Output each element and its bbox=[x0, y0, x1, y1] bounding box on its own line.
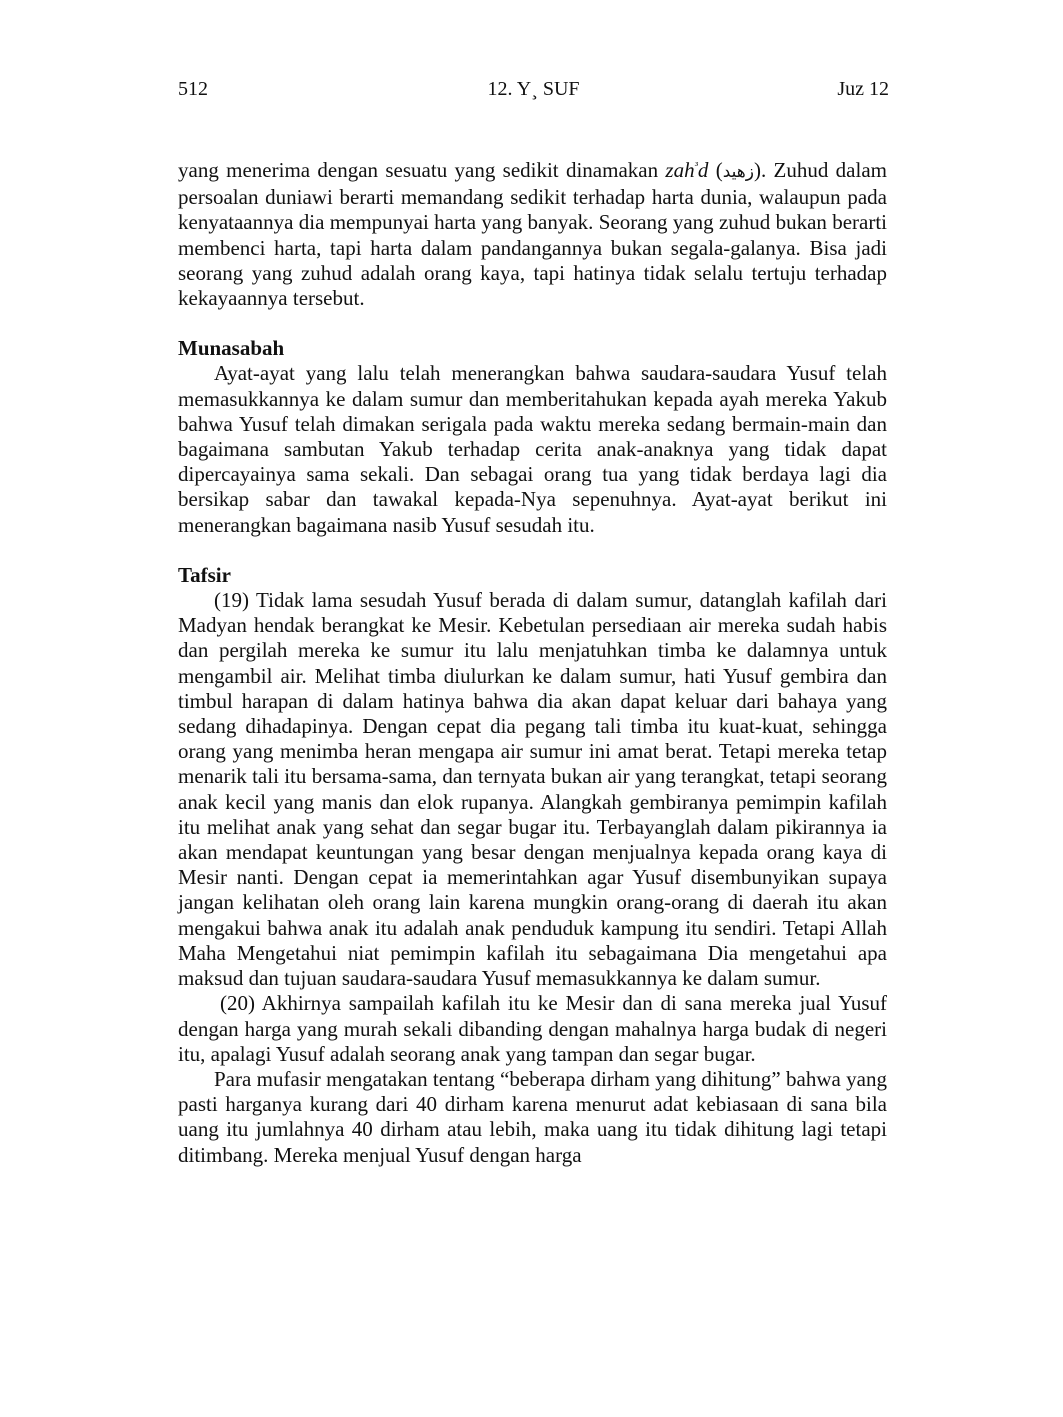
intro-paragraph bbox=[178, 158, 887, 311]
juz-label: Juz 12 bbox=[837, 78, 889, 100]
page-header bbox=[178, 76, 889, 102]
page-number: 512 bbox=[178, 78, 208, 100]
intro-text-before: yang menerima dengan sesuatu yang sedikit dinamakan bbox=[178, 158, 666, 182]
open-paren: ( bbox=[708, 158, 723, 182]
intro-text-after: ). Zuhud dalam persoalan duniawi berarti memandang sedikit terhadap harta dunia, walaupun pada kenyataannya dia mempunyai harta yang banyak. Seorang yang zuhud bukan berarti membenci harta, tapi harta dalam pandangannya bukan segala-galanya. Bisa jadi seorang yang zuhud adalah orang kaya, tapi hatinya tidak selalu tertuju terhadap kekayaannya tersebut. bbox=[178, 158, 887, 311]
tafsir-verse-20: (20) Akhirnya sampailah kafilah itu ke Mesir dan di sana mereka jual Yusuf dengan harga yang murah sekali dibanding dengan mahalnya harga budak di negeri itu, apalagi Yusuf adalah seorang anak yang tampan dan segar bugar. bbox=[178, 991, 887, 1066]
tafsir-heading: Tafsir bbox=[178, 562, 231, 587]
tafsir-verse-19: (19) Tidak lama sesudah Yusuf berada di dalam sumur, datanglah kafilah dari Madyan hendak berangkat ke Mesir. Kebetulan persediaan air mereka sudah habis dan pergilah mereka ke sumur itu lalu menjatuhkan timba ke dalamnya untuk mengambil air. Melihat timba diulurkan ke dalam sumur, hati Yusuf gembira dan timbul harapan di dalam hatinya bahwa dia akan dapat keluar dari bahaya yang sedang dihadapinya. Dengan cepat dia pegang tali timba itu kuat-kuat, sehingga orang yang menimba heran mengapa air sumur ini amat berat. Tetapi mereka tetap menarik tali itu bersama-sama, dan ternyata bukan air yang terangkat, tetapi seorang anak kecil yang manis dan elok rupanya. Alangkah gembiranya pemimpin kafilah itu melihat anak yang sehat dan segar bugar itu. Terbayanglah dalam pikirannya ia akan mendapat keuntungan yang besar dengan menjualnya kepada orang kaya di Mesir nanti. Dengan cepat ia memerintahkan agar Yusuf disembunyikan supaya jangan kelihatan oleh orang lain karena mungkin orang-orang di daerah itu akan mengakui bahwa anak itu adalah anak penduduk kampung itu sendiri. Tetapi Allah Maha Mengetahui niat pemimpin kafilah itu sebagaimana Dia mengetahui apa maksud dan tujuan saudara-saudara Yusuf memasukkannya ke dalam sumur. bbox=[178, 588, 887, 991]
munasabah-heading: Munasabah bbox=[178, 336, 285, 361]
tafsir-mufasir-paragraph: Para mufasir mengatakan tentang “beberapa dirham yang dihitung” bahwa yang pasti harganya kurang dari 40 dirham karena menurut adat kebiasaan di sana bila uang itu jumlahnya 40 dirham atau lebih, maka uang itu tidak dihitung lagi tetapi ditimbang. Mereka menjual Yusuf dengan harga bbox=[178, 1066, 887, 1167]
munasabah-paragraph: Ayat-ayat yang lalu telah menerangkan bahwa saudara-saudara Yusuf telah memasukkannya ke dalam sumur dan memberitahukan kepada ayah mereka Yakub bahwa Yusuf telah dimakan serigala pada waktu mereka sedang bermain-main dan bagaimana sambutan Yakub terhadap cerita anak-anaknya yang tidak dapat dipercayainya sama sekali. Dan sebagai orang tua yang tidak berdaya lagi dia bersikap sabar dan tawakal kepada-Nya sepenuhnya. Ayat-ayat berikut ini menerangkan bagaimana nasib Yusuf sesudah itu. bbox=[178, 361, 887, 537]
arabic-term: زهيد bbox=[722, 162, 754, 182]
term-zahid: zah$^{^3}$d bbox=[665, 158, 709, 182]
page-body bbox=[178, 158, 887, 1168]
chapter-title: 12. Y¸ SUF bbox=[487, 78, 580, 100]
